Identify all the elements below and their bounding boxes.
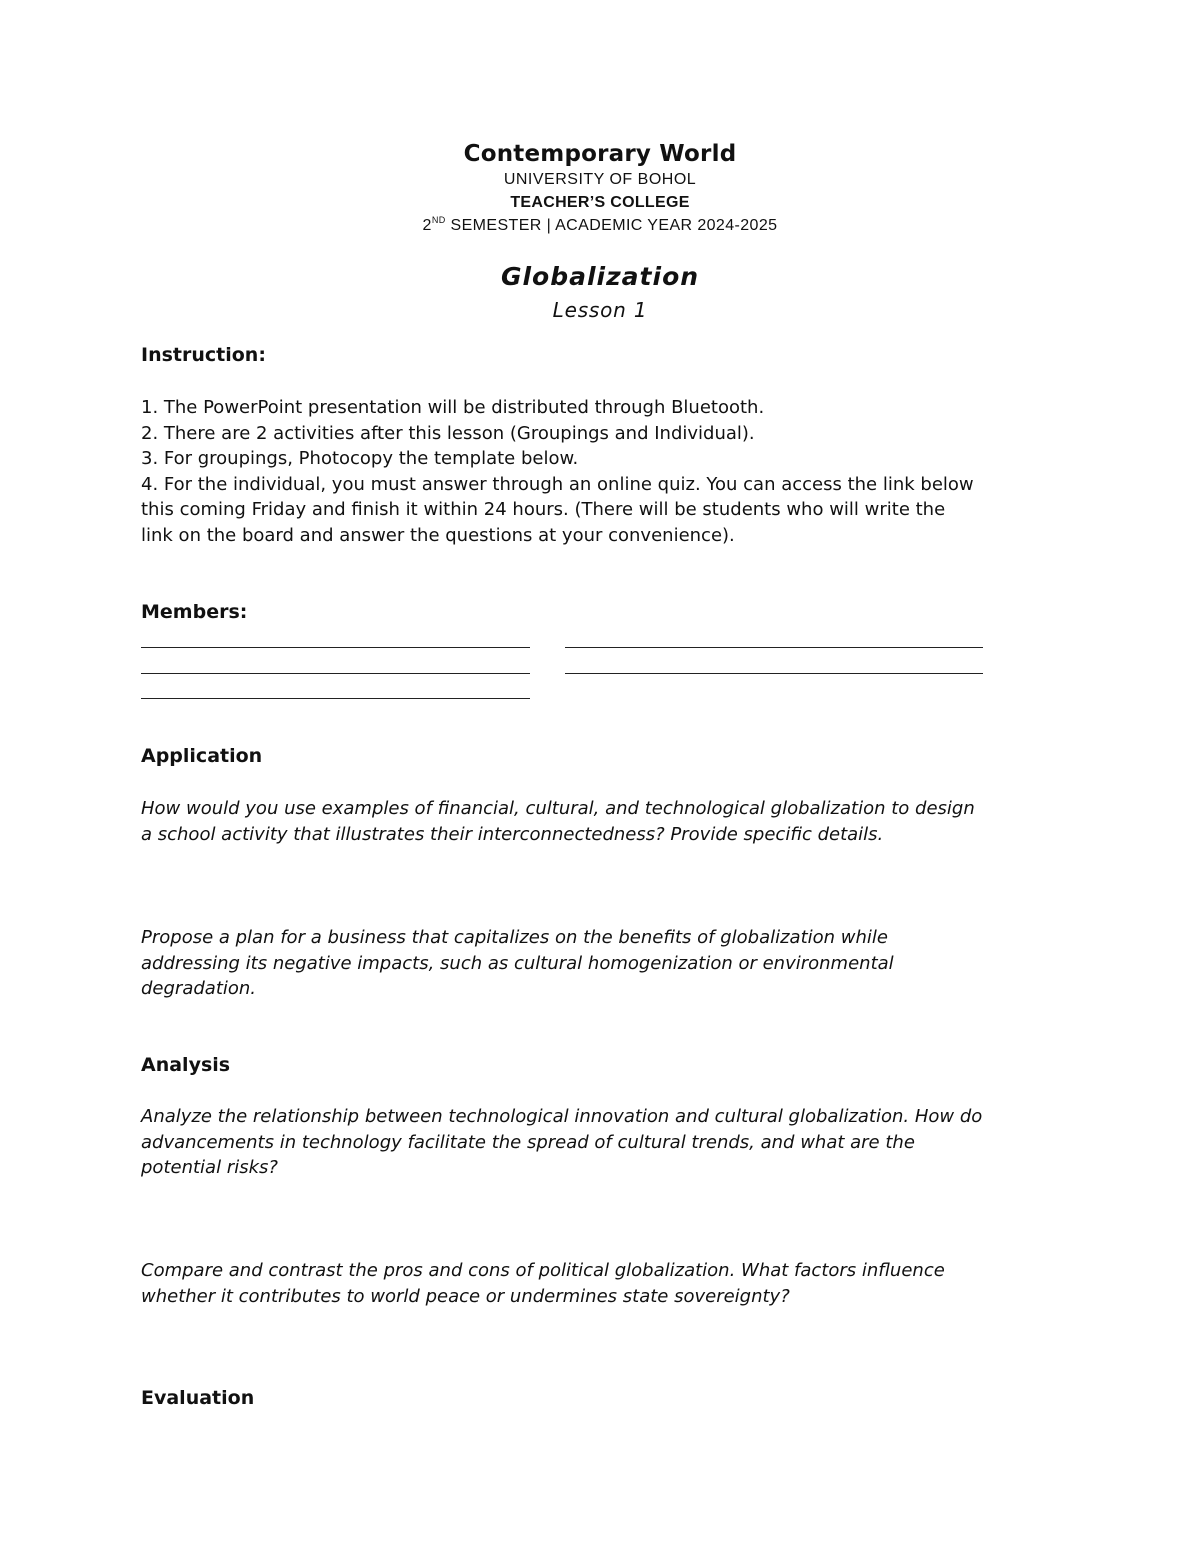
instruction-item-4-line-2: this coming Friday and finish it within 24 hours. (There will be students who will write the: [141, 499, 946, 520]
instruction-heading: Instruction:: [141, 344, 266, 366]
college-name: TEACHER’S COLLEGE: [510, 194, 690, 211]
evaluation-heading: Evaluation: [141, 1387, 255, 1409]
application-question-2-line-2: addressing its negative impacts, such as cultural homogenization or environmental: [141, 952, 894, 974]
analysis-question-2-line-2: whether it contributes to world peace or undermines state sovereignty?: [141, 1285, 790, 1307]
member-signature-line-5[interactable]: [141, 698, 530, 699]
analysis-question-1-line-1: Analyze the relationship between technological innovation and cultural globalization. How do: [141, 1106, 983, 1127]
semester-academic-year: SEMESTER | ACADEMIC YEAR 2024-2025: [445, 217, 778, 234]
application-question-1-line-2: a school activity that illustrates their interconnectedness? Provide specific details.: [141, 823, 884, 845]
analysis-question-1-line-2: advancements in technology facilitate the spread of cultural trends, and what are the: [141, 1131, 915, 1153]
analysis-question-2: [141, 1258, 1071, 1309]
application-question-2-line-3: degradation.: [141, 978, 257, 999]
instruction-item-4-line-3: link on the board and answer the questions at your convenience).: [141, 524, 735, 546]
instruction-list: [141, 395, 1071, 548]
member-signature-line-3[interactable]: [141, 673, 530, 674]
analysis-heading: Analysis: [141, 1054, 231, 1076]
semester-suffix: ND: [431, 215, 446, 225]
analysis-question-1-line-3: potential risks?: [141, 1157, 278, 1178]
application-question-1: [141, 796, 1071, 847]
members-heading: Members:: [141, 601, 248, 623]
application-question-1-line-1: How would you use examples of financial, cultural, and technological globalization to design: [141, 798, 975, 819]
semester-line: [0, 217, 1200, 235]
application-question-2-line-1: Propose a plan for a business that capitalizes on the benefits of globalization while: [141, 927, 888, 948]
member-signature-line-4[interactable]: [565, 673, 983, 674]
member-signature-line-2[interactable]: [565, 647, 983, 648]
instruction-item-2: 2. There are 2 activities after this lesson (Groupings and Individual).: [141, 422, 755, 444]
course-title: Contemporary World: [463, 141, 737, 167]
application-heading: Application: [141, 745, 263, 767]
semester-number: 2: [422, 217, 432, 234]
member-signature-line-1[interactable]: [141, 647, 530, 648]
lesson-number: Lesson 1: [552, 298, 648, 322]
application-question-2: [141, 925, 1071, 1002]
lesson-title: Globalization: [500, 262, 700, 291]
instruction-item-3: 3. For groupings, Photocopy the template below.: [141, 448, 579, 469]
university-name: UNIVERSITY OF BOHOL: [503, 171, 697, 188]
analysis-question-1: [141, 1104, 1071, 1181]
instruction-item-4-line-1: 4. For the individual, you must answer through an online quiz. You can access the link below: [141, 473, 974, 495]
analysis-question-2-line-1: Compare and contrast the pros and cons of political globalization. What factors influence: [141, 1260, 945, 1281]
instruction-item-1: 1. The PowerPoint presentation will be distributed through Bluetooth.: [141, 397, 765, 418]
